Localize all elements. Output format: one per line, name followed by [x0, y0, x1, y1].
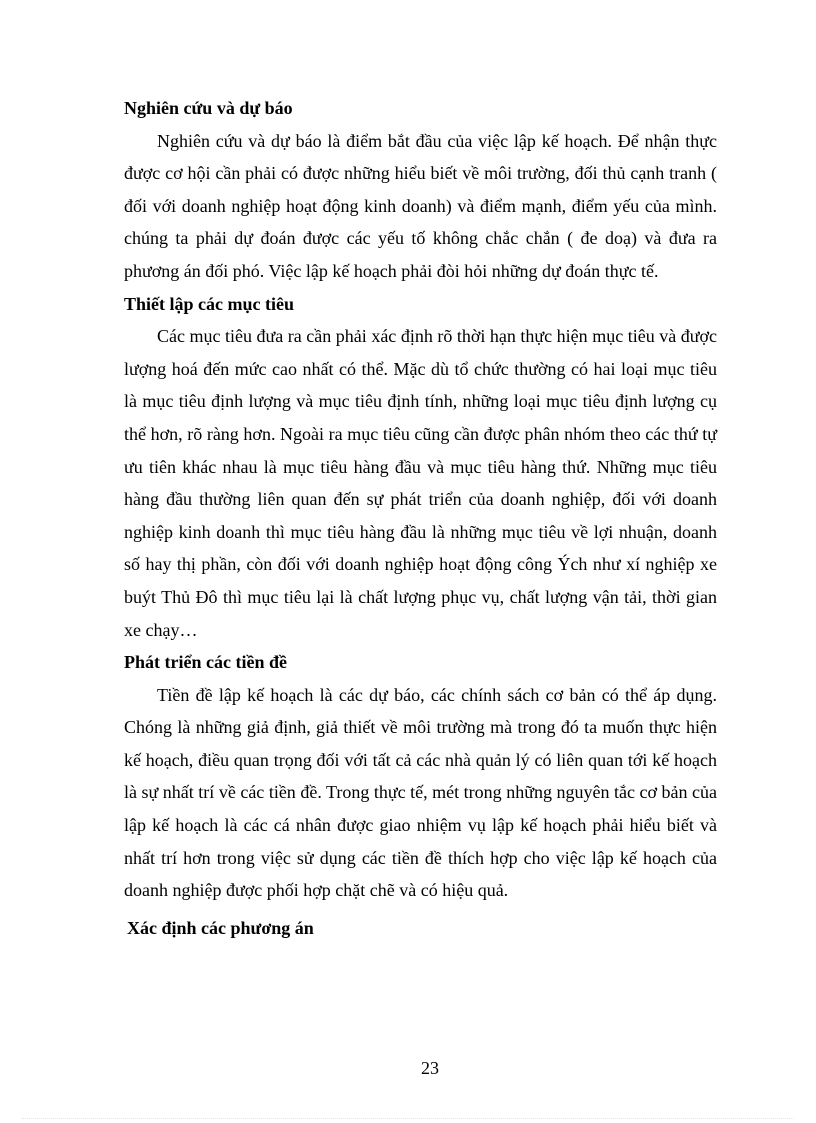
section-heading-premises: Phát triển các tiền đề	[124, 652, 287, 673]
document-page	[124, 92, 717, 944]
page-number: 23	[421, 1058, 439, 1078]
section-body-premises: Tiền đề lập kế hoạch là các dự báo, các chính sách cơ bản có thể áp dụng. Chóng là những giả định, giả thiết về môi trường mà trong đó ta muốn thực hiện kế hoạch, điều quan trọng đối với tất cả các nhà quản lý có liên quan tới kế hoạch là sự nhất trí về các tiền đề. Trong thực tế, mét trong những nguyên tắc cơ bản của lập kế hoạch là các cá nhân được giao nhiệm vụ lập kế hoạch phải hiểu biết và nhất trí hơn trong việc sử dụng các tiền đề thích hợp cho việc lập kế hoạch của doanh nghiệp được phối hợp chặt chẽ và có hiệu quả.	[124, 684, 717, 901]
section-heading-research: Nghiên cứu và dự báo	[124, 98, 293, 118]
section-body-objectives: Các mục tiêu đưa ra cần phải xác định rõ thời hạn thực hiện mục tiêu và được lượng hoá đến mức cao nhất có thể. Mặc dù tổ chức thường có hai loại mục tiêu là mục tiêu định lượng và mục tiêu định tính, những loại mục tiêu định lượng cụ thể hơn, rõ ràng hơn. Ngoài ra mục tiêu cũng cần được phân nhóm theo các thứ tự ưu tiên khác nhau là mục tiêu hàng đầu và mục tiêu hàng thứ. Những mục tiêu hàng đầu thường liên quan đến sự phát triển của doanh nghiệp, đối với doanh nghiệp kinh doanh thì mục tiêu hàng đầu là những mục tiêu về lợi nhuận, doanh số hay thị phần, còn đối với doanh nghiệp hoạt động công Ých như xí nghiệp xe buýt Thủ Đô thì mục tiêu lại là chất lượng phục vụ, chất lượng vận tải, thời gian xe chạy…	[124, 326, 717, 640]
page-bottom-divider	[22, 1118, 794, 1119]
section-heading-objectives: Thiết lập các mục tiêu	[124, 293, 294, 314]
section-heading-alternatives: Xác định các phương án	[127, 917, 314, 938]
section-body-research: Nghiên cứu và dự báo là điểm bắt đầu của việc lập kế hoạch. Để nhận thực được cơ hội cần phải có được những hiểu biết về môi trường, đối thủ cạnh tranh ( đối với doanh nghiệp hoạt động kinh doanh) và điểm mạnh, điểm yếu của mình. chúng ta phải dự đoán được các yếu tố không chắc chắn ( đe doạ) và đưa ra phương án đối phó. Việc lập kế hoạch phải đòi hỏi những dự đoán thực tế.	[124, 130, 717, 281]
